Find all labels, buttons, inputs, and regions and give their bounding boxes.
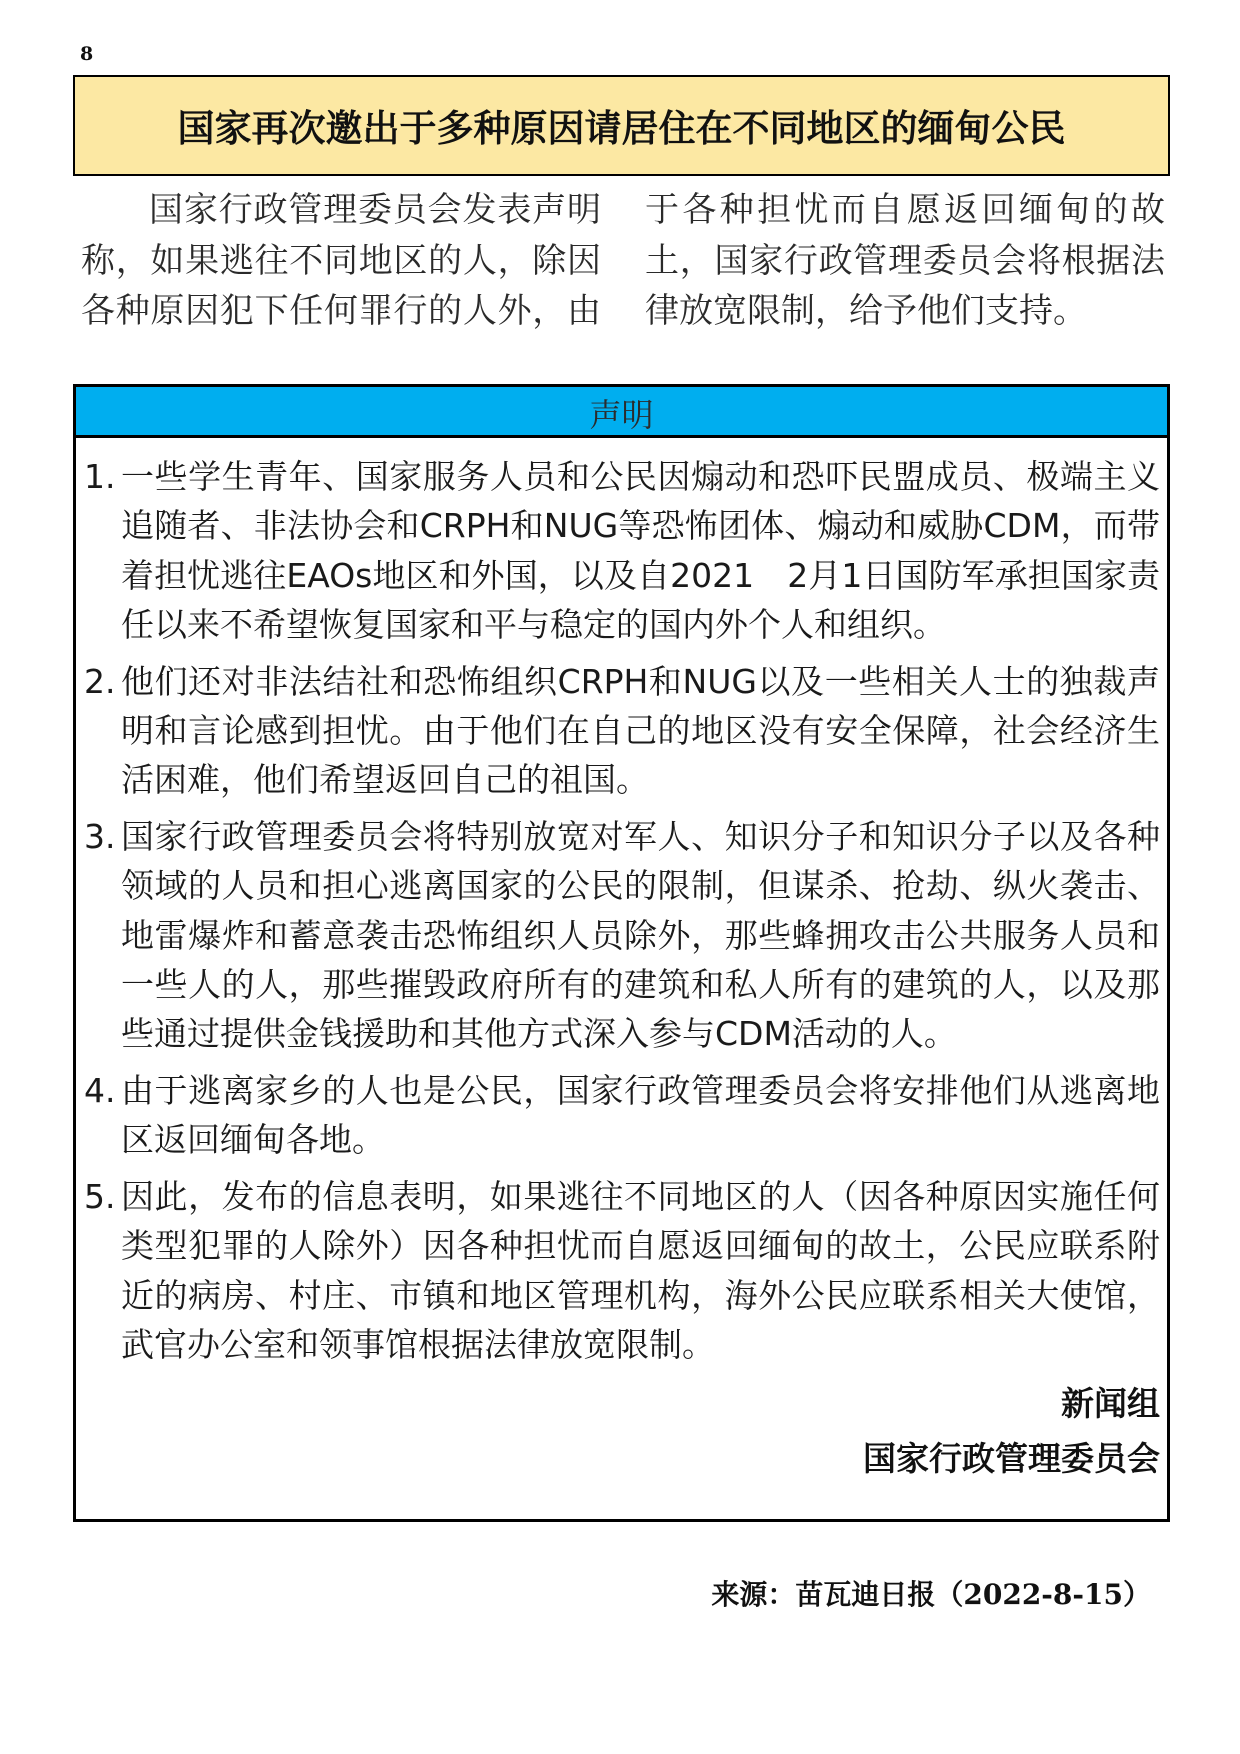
item-text: 因此，发布的信息表明，如果逃往不同地区的人（因各种原因实施任何类型犯罪的人除外）因各种担忧而自愿返回缅甸的故土，公民应联系附近的病房、村庄、市镇和地区管理机构，海外公民应联系相关大使馆，武官办公室和领事馆根据法律放宽限制。 <box>121 1176 1160 1364</box>
title-box <box>73 75 1170 176</box>
item-text: 由于逃离家乡的人也是公民，国家行政管理委员会将安排他们从逃离地区返回缅甸各地。 <box>121 1070 1160 1160</box>
signature <box>863 1376 1160 1486</box>
item-number: 5. <box>84 1176 116 1216</box>
statement-item <box>84 657 1160 805</box>
source-credit: 来源：苗瓦迪日报（2022-8-15） <box>711 1578 1151 1611</box>
statement-item <box>84 452 1160 650</box>
intro-paragraph: 国家行政管理委员会发表声明称，如果逃往不同地区的人，除因各种原因犯下任何罪行的人外，由于各种担忧而自愿返回缅甸的故土，国家行政管理委员会将根据法律放宽限制，给予他们支持。 <box>81 190 1165 331</box>
statement-item <box>84 812 1160 1059</box>
page-number: 8 <box>80 43 94 65</box>
item-number: 4. <box>84 1070 116 1110</box>
statement-header <box>76 387 1167 438</box>
item-text: 国家行政管理委员会将特别放宽对军人、知识分子和知识分子以及各种领域的人员和担心逃离国家的公民的限制，但谋杀、抢劫、纵火袭击、地雷爆炸和蓄意袭击恐怖组织人员除外，那些蜂拥攻击公共服务人员和一些人的人，那些摧毁政府所有的建筑和私人所有的建筑的人，以及那些通过提供金钱援助和其他方式深入参与CDM活动的人。 <box>121 816 1160 1054</box>
signature-organization: 国家行政管理委员会 <box>863 1439 1160 1478</box>
statement-item <box>84 1172 1160 1370</box>
signature-department: 新闻组 <box>1061 1384 1160 1423</box>
statement-box <box>73 384 1170 1522</box>
item-text: 一些学生青年、国家服务人员和公民因煽动和恐吓民盟成员、极端主义追随者、非法协会和CRPH和NUG等恐怖团体、煽动和威胁CDM，而带着担忧逃往EAOs地区和外国，以及自2021 2月1日国防军承担国家责任以来不希望恢复国家和平与稳定的国内外个人和组织。 <box>121 457 1160 645</box>
article-title: 国家再次邀出于多种原因请居住在不同地区的缅甸公民 <box>177 106 1066 150</box>
item-number: 2. <box>84 661 116 701</box>
statement-list <box>76 438 1167 1369</box>
item-number: 3. <box>84 816 116 856</box>
item-text: 他们还对非法结社和恐怖组织CRPH和NUG以及一些相关人士的独裁声明和言论感到担忧。由于他们在自己的地区没有安全保障，社会经济生活困难，他们希望返回自己的祖国。 <box>121 661 1160 800</box>
statement-item <box>84 1066 1160 1165</box>
statement-heading: 声明 <box>589 396 654 434</box>
item-number: 1. <box>84 457 116 496</box>
